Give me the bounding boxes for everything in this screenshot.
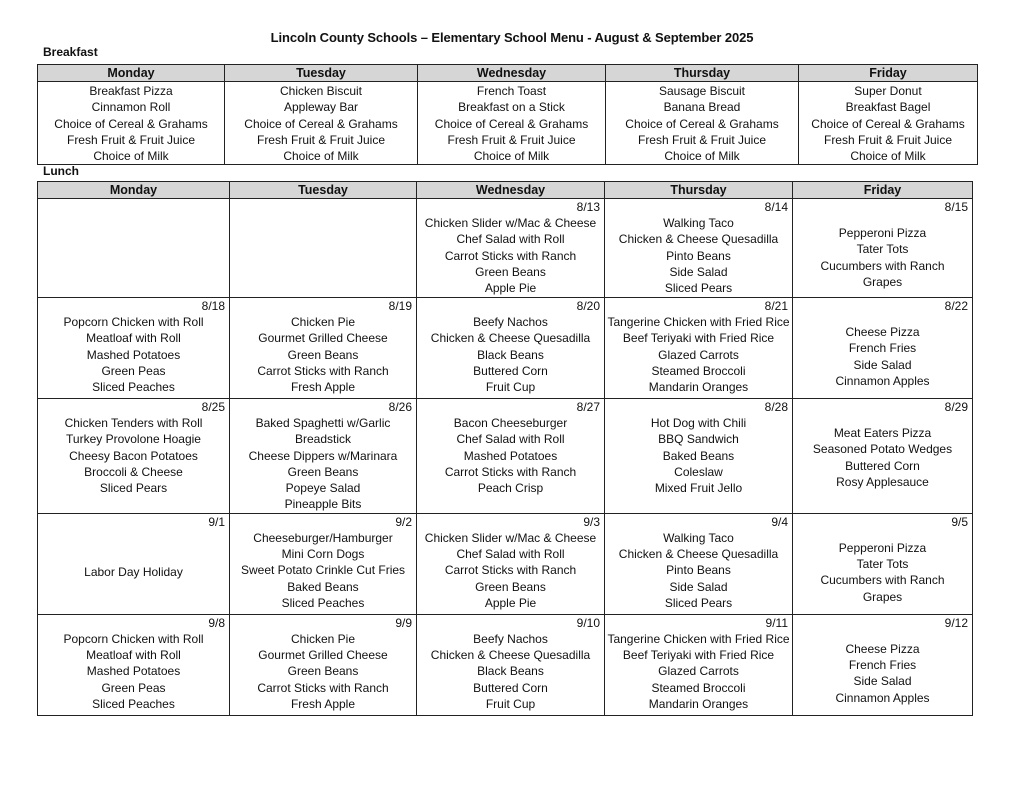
- menu-item: Baked Beans: [662, 448, 735, 463]
- menu-item: Steamed Broccoli: [651, 680, 746, 695]
- menu-items: [38, 399, 229, 496]
- menu-item: Sliced Pears: [99, 481, 168, 496]
- date-label: 8/18: [201, 299, 225, 313]
- menu-item: Cinnamon Apples: [835, 690, 930, 705]
- menu-item: Banana Bread: [663, 100, 741, 115]
- lunch-cell-wednesday: [417, 513, 605, 614]
- lunch-cell-tuesday: [230, 614, 417, 715]
- menu-item: Buttered Corn: [473, 363, 548, 378]
- lunch-cell-friday: [793, 199, 973, 298]
- menu-item: Choice of Milk: [664, 149, 740, 164]
- date-label: 8/22: [944, 299, 968, 313]
- menu-item: Mixed Fruit Jello: [654, 481, 743, 496]
- menu-item: Choice of Milk: [473, 149, 550, 164]
- menu-item: Fresh Fruit & Fruit Juice: [66, 132, 196, 147]
- menu-item: Meatloaf with Roll: [86, 331, 181, 346]
- menu-item: Pinto Beans: [666, 563, 731, 578]
- menu-item: Meatloaf with Roll: [86, 648, 181, 663]
- menu-item: Cheesy Bacon Potatoes: [69, 448, 198, 463]
- menu-item: Turkey Provolone Hoagie: [66, 432, 201, 447]
- lunch-cell-friday: [793, 614, 973, 715]
- menu-item: Appleway Bar: [283, 100, 359, 115]
- menu-item: Hot Dog with Chili: [650, 416, 747, 430]
- date-label: 9/3: [583, 514, 600, 529]
- menu-item: Side Salad: [853, 357, 912, 372]
- date-label: 8/13: [576, 200, 600, 214]
- menu-item: Beefy Nachos: [473, 315, 548, 329]
- menu-items: [230, 514, 416, 611]
- menu-item: Green Peas: [101, 680, 166, 695]
- menu-item: Carrot Sticks with Ranch: [257, 680, 389, 695]
- menu-item: French Fries: [848, 658, 917, 673]
- menu-item: Sliced Peaches: [92, 696, 175, 711]
- menu-item: Sausage Biscuit: [658, 84, 746, 98]
- menu-item: Side Salad: [669, 264, 728, 279]
- lunch-cell-tuesday: [230, 298, 417, 399]
- date-label: 8/15: [944, 200, 968, 214]
- menu-item: Mashed Potatoes: [463, 448, 558, 463]
- date-label: 8/20: [576, 299, 600, 313]
- menu-item: Green Beans: [287, 347, 359, 362]
- lunch-cell-wednesday: [417, 614, 605, 715]
- lunch-cell-thursday: [605, 298, 793, 399]
- menu-item: Carrot Sticks with Ranch: [444, 464, 577, 479]
- date-label: 9/2: [395, 514, 412, 529]
- lunch-cell-wednesday: [417, 199, 605, 298]
- menu-item: Side Salad: [853, 674, 912, 689]
- menu-items: [605, 615, 792, 712]
- lunch-section-label: Lunch: [43, 164, 79, 178]
- menu-item: Carrot Sticks with Ranch: [444, 248, 577, 263]
- menu-item: Chicken Slider w/Mac & Cheese: [424, 530, 597, 545]
- menu-item: Chicken Pie: [290, 631, 356, 646]
- menu-item: Coleslaw: [674, 464, 723, 479]
- menu-item: Mandarin Oranges: [648, 696, 749, 711]
- menu-item: Fresh Apple: [290, 380, 356, 395]
- menu-item: Fruit Cup: [485, 380, 536, 395]
- lunch-week-row: [38, 399, 973, 514]
- date-label: 9/10: [576, 615, 600, 630]
- menu-item: Chef Salad with Roll: [456, 432, 565, 447]
- menu-item: Beefy Nachos: [473, 631, 548, 646]
- menu-item: Chef Salad with Roll: [456, 547, 565, 562]
- date-label: 8/28: [764, 400, 788, 414]
- lunch-table: [37, 181, 973, 716]
- menu-item: BBQ Sandwich: [658, 432, 739, 447]
- lunch-cell-thursday: [605, 199, 793, 298]
- menu-item: Green Beans: [287, 664, 359, 679]
- lunch-week-row: [38, 298, 973, 399]
- menu-item: Chicken & Cheese Quesadilla: [618, 547, 779, 562]
- menu-item: French Toast: [476, 84, 547, 98]
- menu-item: Chicken Pie: [290, 315, 356, 329]
- menu-item: Sweet Potato Crinkle Cut Fries: [240, 563, 406, 578]
- lunch-day-header: Friday: [793, 182, 973, 199]
- date-label: 9/12: [944, 615, 968, 630]
- lunch-cell-tuesday: [230, 513, 417, 614]
- menu-item: Breakfast Bagel: [845, 100, 931, 115]
- menu-items: [38, 199, 229, 215]
- menu-item: Chef Salad with Roll: [456, 232, 565, 247]
- date-label: 9/1: [208, 514, 225, 529]
- lunch-cell-friday: [793, 513, 973, 614]
- menu-item: Cinnamon Apples: [835, 373, 930, 388]
- menu-item: Popeye Salad: [285, 481, 361, 496]
- menu-item: Tater Tots: [856, 242, 909, 257]
- breakfast-day-header: Thursday: [606, 65, 799, 82]
- lunch-cell-tuesday: [230, 199, 417, 298]
- date-label: 8/14: [764, 200, 788, 214]
- menu-item: Beef Teriyaki with Fried Rice: [622, 331, 775, 346]
- menu-item: Walking Taco: [663, 530, 734, 545]
- menu-items: [793, 514, 972, 605]
- menu-item: Black Beans: [477, 347, 544, 362]
- lunch-cell-thursday: [605, 513, 793, 614]
- lunch-cell-monday: [38, 399, 230, 514]
- menu-item: Tater Tots: [856, 557, 909, 572]
- date-label: 8/25: [201, 400, 225, 414]
- menu-item: Fruit Cup: [485, 696, 536, 711]
- menu-item: Sliced Pears: [664, 595, 733, 610]
- breakfast-day-header: Monday: [38, 65, 225, 82]
- date-label: 8/26: [388, 400, 412, 414]
- date-label: 9/4: [771, 514, 788, 529]
- menu-item: Popcorn Chicken with Roll: [63, 315, 204, 329]
- date-label: 9/9: [395, 615, 412, 630]
- menu-item: Cinnamon Roll: [91, 100, 171, 115]
- menu-item: Chicken & Cheese Quesadilla: [430, 648, 591, 663]
- menu-item: Beef Teriyaki with Fried Rice: [622, 648, 775, 663]
- menu-item: Tangerine Chicken with Fried Rice: [607, 315, 790, 329]
- menu-item: Apple Pie: [484, 595, 537, 610]
- lunch-cell-friday: [793, 399, 973, 514]
- menu-item: Black Beans: [477, 664, 544, 679]
- menu-item: Fresh Fruit & Fruit Juice: [256, 132, 386, 147]
- breakfast-table: [37, 64, 978, 165]
- menu-item: Breakfast on a Stick: [458, 100, 565, 115]
- menu-item: Pepperoni Pizza: [838, 226, 927, 240]
- menu-item: Green Beans: [475, 579, 546, 594]
- breakfast-day-header: Wednesday: [418, 65, 606, 82]
- lunch-cell-wednesday: [417, 399, 605, 514]
- lunch-week-row: [38, 614, 973, 715]
- menu-item: Choice of Cereal & Grahams: [434, 116, 589, 131]
- lunch-cell-wednesday: [417, 298, 605, 399]
- menu-item: Rosy Applesauce: [836, 474, 929, 489]
- menu-item: Buttered Corn: [845, 458, 920, 473]
- menu-item: French Fries: [848, 341, 917, 356]
- menu-item: Apple Pie: [484, 281, 537, 296]
- menu-item: Seasoned Potato Wedges: [812, 442, 953, 457]
- lunch-cell-monday: [38, 513, 230, 614]
- breakfast-header-row: [38, 65, 978, 82]
- menu-item: Fresh Fruit & Fruit Juice: [447, 132, 576, 147]
- breakfast-items-row: [38, 82, 978, 165]
- page-title: Lincoln County Schools – Elementary School Menu - August & September 2025: [270, 30, 754, 45]
- lunch-week-row: [38, 513, 973, 614]
- breakfast-cell-monday: [38, 82, 225, 165]
- date-label: 8/19: [388, 299, 412, 313]
- menu-item: Fresh Fruit & Fruit Juice: [823, 132, 953, 147]
- menu-item: Walking Taco: [663, 216, 734, 230]
- menu-item: Cheeseburger/Hamburger: [253, 530, 393, 545]
- menu-item: Green Peas: [101, 363, 166, 378]
- menu-item: Labor Day Holiday: [84, 564, 183, 579]
- menu-item: Choice of Cereal & Grahams: [244, 116, 398, 131]
- menu-item: Cheese Pizza: [845, 641, 920, 656]
- menu-item: Chicken Tenders with Roll: [64, 416, 203, 430]
- lunch-day-header: Tuesday: [230, 182, 417, 199]
- menu-item: Choice of Milk: [283, 149, 359, 164]
- lunch-cell-monday: [38, 199, 230, 298]
- menu-item: Buttered Corn: [473, 680, 548, 695]
- menu-item: Meat Eaters Pizza: [833, 426, 932, 440]
- menu-item: Steamed Broccoli: [651, 363, 746, 378]
- menu-item: Grapes: [862, 589, 903, 604]
- menu-items: [417, 514, 604, 611]
- menu-item: Super Donut: [854, 84, 922, 98]
- menu-item: Choice of Cereal & Grahams: [811, 116, 965, 131]
- breakfast-day-header: Friday: [799, 65, 978, 82]
- lunch-week-row: [38, 199, 973, 298]
- menu-item: Chicken Slider w/Mac & Cheese: [424, 216, 597, 230]
- date-label: 8/21: [764, 299, 788, 313]
- menu-item: Glazed Carrots: [658, 664, 739, 679]
- menu-item: Popcorn Chicken with Roll: [63, 631, 204, 646]
- menu-item: Peach Crisp: [477, 481, 544, 496]
- menu-items: [38, 514, 229, 614]
- menu-item: Cheese Dippers w/Marinara: [248, 448, 398, 463]
- menu-item: Choice of Cereal & Grahams: [625, 116, 779, 131]
- breakfast-day-header: Tuesday: [225, 65, 418, 82]
- menu-item: Fresh Fruit & Fruit Juice: [637, 132, 767, 147]
- menu-item: Green Beans: [287, 464, 359, 479]
- date-label: 9/11: [765, 615, 788, 630]
- menu-item: Choice of Milk: [93, 149, 169, 164]
- lunch-cell-thursday: [605, 614, 793, 715]
- menu-item: Tangerine Chicken with Fried Rice: [607, 631, 790, 646]
- menu-items: [38, 615, 229, 712]
- menu-item: Chicken Biscuit: [279, 84, 363, 98]
- breakfast-cell-thursday: [606, 82, 799, 165]
- menu-item: Sliced Peaches: [92, 380, 175, 395]
- lunch-cell-tuesday: [230, 399, 417, 514]
- menu-item: Pineapple Bits: [284, 497, 362, 512]
- date-label: 9/8: [208, 615, 225, 630]
- menu-item: Green Beans: [475, 264, 546, 279]
- menu-item: Pinto Beans: [666, 248, 731, 263]
- breakfast-cell-tuesday: [225, 82, 418, 165]
- menu-item: Sliced Pears: [664, 281, 733, 296]
- menu-item: Fresh Apple: [290, 696, 356, 711]
- date-label: 9/5: [951, 514, 968, 529]
- menu-items: [230, 399, 416, 513]
- menu-item: Carrot Sticks with Ranch: [257, 363, 389, 378]
- menu-item: Carrot Sticks with Ranch: [444, 563, 577, 578]
- date-label: 8/29: [944, 400, 968, 414]
- lunch-day-header: Monday: [38, 182, 230, 199]
- breakfast-section-label: Breakfast: [43, 45, 98, 59]
- menu-item: Mashed Potatoes: [86, 347, 181, 362]
- menu-item: Broccoli & Cheese: [84, 464, 183, 479]
- date-label: 8/27: [576, 400, 600, 414]
- menu-items: [605, 514, 792, 611]
- menu-item: Pepperoni Pizza: [838, 540, 927, 555]
- menu-item: Bacon Cheeseburger: [453, 416, 568, 430]
- menu-item: Side Salad: [669, 579, 728, 594]
- menu-item: Sliced Peaches: [281, 595, 365, 610]
- menu-item: Choice of Cereal & Grahams: [54, 116, 208, 131]
- menu-item: Gourmet Grilled Cheese: [258, 331, 388, 346]
- lunch-cell-thursday: [605, 399, 793, 514]
- menu-item: Chicken & Cheese Quesadilla: [430, 331, 591, 346]
- menu-item: Mandarin Oranges: [648, 380, 749, 395]
- menu-items: [230, 615, 416, 712]
- lunch-cell-monday: [38, 298, 230, 399]
- menu-items: [38, 298, 229, 395]
- menu-item: Baked Beans: [287, 579, 359, 594]
- menu-item: Cheese Pizza: [845, 325, 920, 339]
- menu-item: Cucumbers with Ranch: [820, 258, 945, 273]
- menu-item: Chicken & Cheese Quesadilla: [618, 232, 779, 247]
- menu-item: Glazed Carrots: [658, 347, 739, 362]
- lunch-day-header: Wednesday: [417, 182, 605, 199]
- lunch-day-header: Thursday: [605, 182, 793, 199]
- breakfast-cell-wednesday: [418, 82, 606, 165]
- menu-item: Gourmet Grilled Cheese: [258, 648, 388, 663]
- menu-item: Baked Spaghetti w/Garlic Breadstick: [255, 416, 391, 447]
- menu-item: Cucumbers with Ranch: [820, 573, 945, 588]
- breakfast-cell-friday: [799, 82, 978, 165]
- menu-item: Grapes: [862, 274, 903, 289]
- lunch-cell-monday: [38, 614, 230, 715]
- menu-items: [230, 199, 416, 215]
- lunch-cell-friday: [793, 298, 973, 399]
- menu-item: Mashed Potatoes: [86, 664, 181, 679]
- menu-item: Breakfast Pizza: [89, 84, 173, 98]
- menu-item: Choice of Milk: [850, 149, 926, 164]
- menu-item: Mini Corn Dogs: [281, 547, 365, 562]
- lunch-header-row: [38, 182, 973, 199]
